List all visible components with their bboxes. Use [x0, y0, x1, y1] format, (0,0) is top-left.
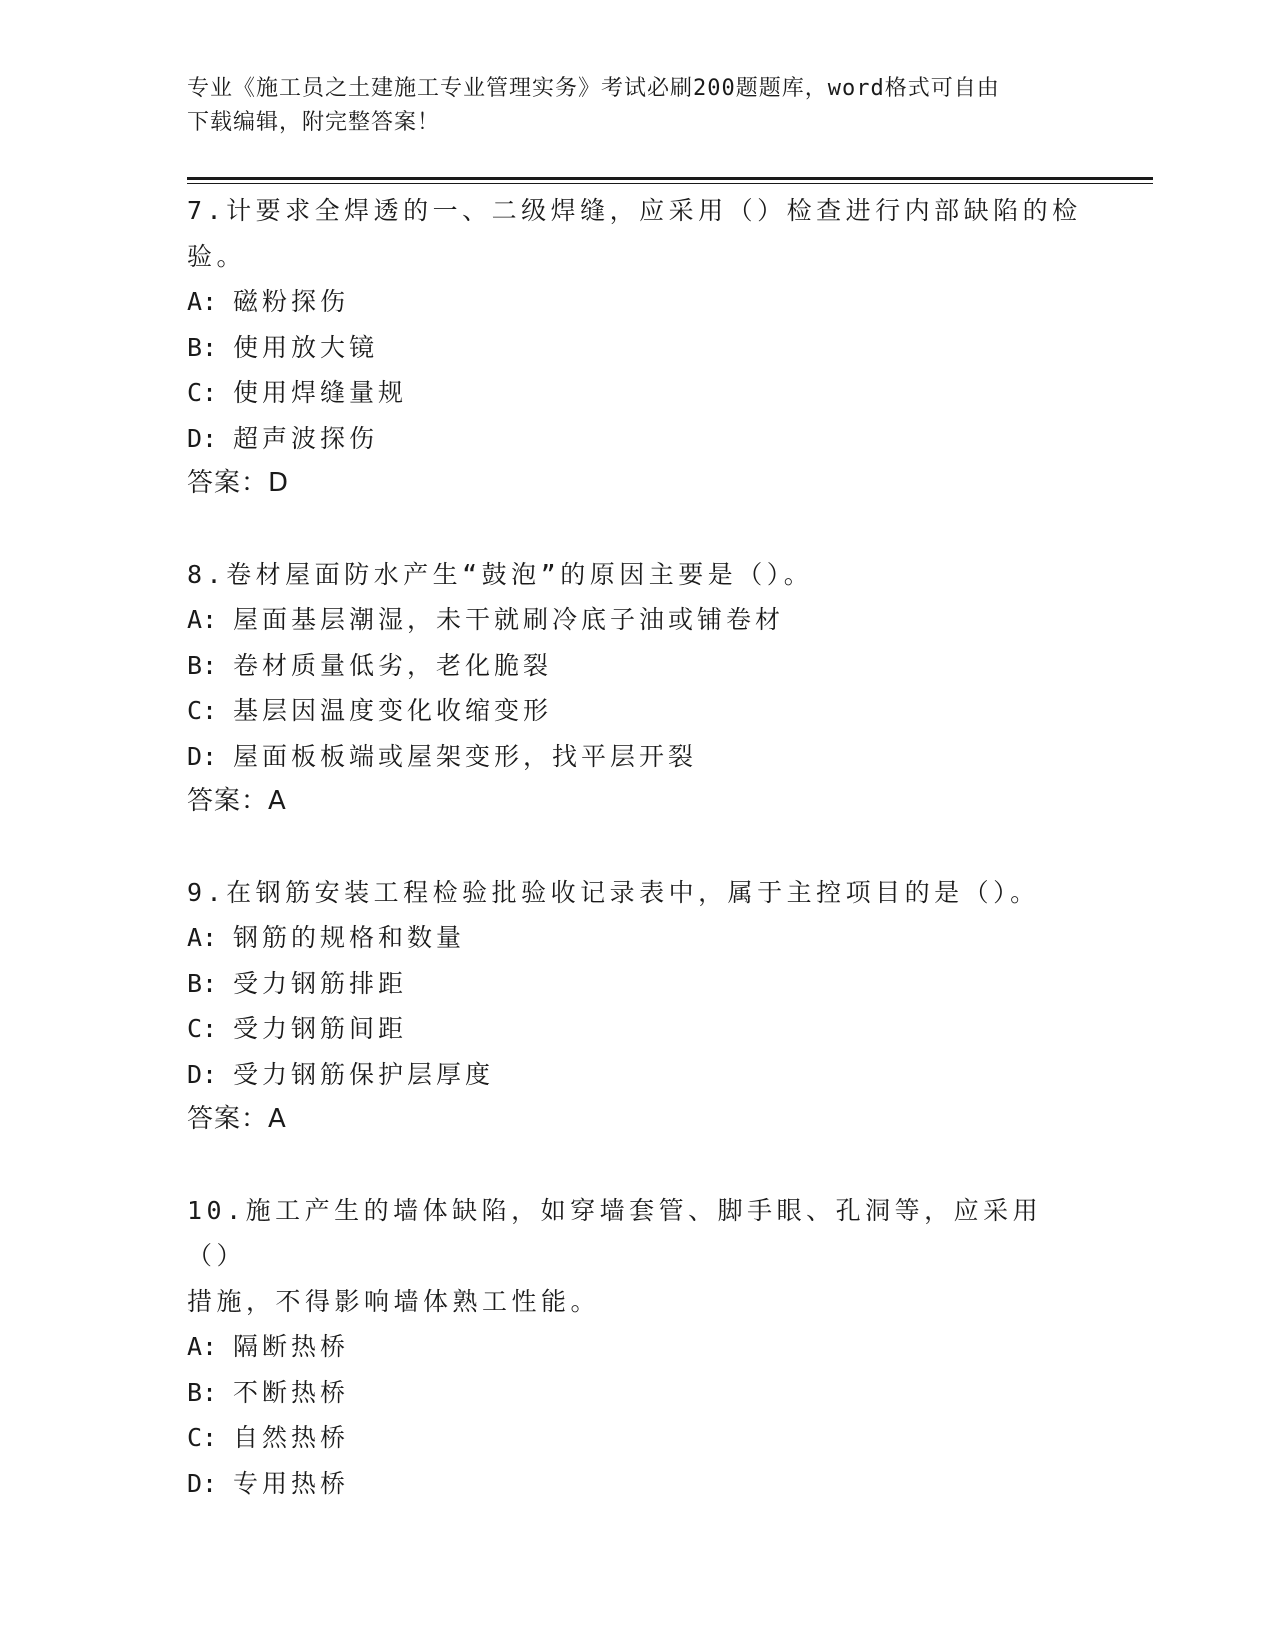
option-text: 屋面板板端或屋架变形，找平层开裂 — [233, 741, 698, 771]
option-text: 超声波探伤 — [233, 423, 379, 453]
option-key: A: — [187, 287, 218, 316]
option-text: 卷材质量低劣，老化脆裂 — [233, 650, 553, 680]
option-key: B: — [187, 1377, 218, 1407]
option-a — [187, 915, 1087, 961]
question-stem: 10.施工产生的墙体缺陷，如穿墙套管、脚手眼、孔洞等，应采用（） — [187, 1195, 1043, 1270]
option-text: 受力钢筋排距 — [233, 968, 408, 998]
option-b — [187, 1370, 1087, 1416]
option-text: 屋面基层潮湿，未干就刷冷底子油或铺卷材 — [233, 605, 785, 634]
option-c — [187, 1415, 1087, 1461]
question-stem: 7.计要求全焊透的一、二级焊缝，应采用（）检查进行内部缺陷的检 — [187, 196, 1082, 225]
header-divider-thin — [187, 183, 1153, 184]
option-a — [187, 1324, 1087, 1370]
option-a — [187, 597, 1087, 643]
option-text: 使用放大镜 — [233, 332, 379, 362]
option-text: 钢筋的规格和数量 — [233, 923, 466, 952]
option-text: 基层因温度变化收缩变形 — [233, 696, 553, 725]
option-key: A: — [187, 605, 218, 634]
option-text: 受力钢筋间距 — [233, 1014, 408, 1043]
option-key: C: — [187, 1423, 218, 1452]
answer: 答案：A — [187, 786, 287, 816]
option-key: A: — [187, 923, 218, 952]
header-line-1: 专业《施工员之土建施工专业管理实务》考试必刷200题题库，word格式可自由 — [187, 76, 1000, 101]
option-text: 使用焊缝量规 — [233, 378, 408, 407]
option-key: B: — [187, 650, 218, 680]
option-b — [187, 961, 1087, 1007]
question-stem: 9.在钢筋安装工程检验批验收记录表中，属于主控项目的是（）。 — [187, 877, 1040, 907]
question-7 — [187, 188, 1087, 552]
option-text: 隔断热桥 — [233, 1332, 350, 1361]
option-text: 自然热桥 — [233, 1423, 350, 1452]
question-stem-continued: 验。 — [187, 241, 247, 271]
option-key: D: — [187, 741, 218, 771]
option-key: C: — [187, 696, 218, 725]
option-key: D: — [187, 1468, 218, 1498]
header-line-2: 下载编辑，附完整答案！ — [187, 110, 441, 135]
option-text: 不断热桥 — [233, 1377, 350, 1407]
option-key: A: — [187, 1332, 218, 1361]
answer: 答案：A — [187, 1104, 287, 1134]
option-key: C: — [187, 378, 218, 407]
question-stem: 8.卷材屋面防水产生“鼓泡”的原因主要是（）。 — [187, 559, 814, 589]
option-text: 受力钢筋保护层厚度 — [233, 1059, 495, 1089]
header-divider-thick — [187, 177, 1153, 180]
question-list — [187, 188, 1087, 1506]
option-d — [187, 416, 1087, 462]
option-text: 专用热桥 — [233, 1468, 350, 1498]
option-key: D: — [187, 1059, 218, 1089]
question-9 — [187, 870, 1087, 1188]
option-key: B: — [187, 968, 218, 998]
document-header — [187, 72, 1067, 140]
option-b — [187, 325, 1087, 371]
option-c — [187, 688, 1087, 734]
option-key: B: — [187, 332, 218, 362]
option-c — [187, 370, 1087, 416]
question-10 — [187, 1188, 1087, 1507]
question-8 — [187, 552, 1087, 870]
option-c — [187, 1006, 1087, 1052]
option-text: 磁粉探伤 — [233, 287, 350, 316]
answer: 答案：D — [187, 468, 290, 498]
option-d — [187, 1461, 1087, 1507]
option-d — [187, 1052, 1087, 1098]
option-b — [187, 643, 1087, 689]
question-stem-continued: 措施，不得影响墙体熟工性能。 — [187, 1286, 601, 1316]
option-d — [187, 734, 1087, 780]
option-key: D: — [187, 423, 218, 453]
option-key: C: — [187, 1014, 218, 1043]
option-a — [187, 279, 1087, 325]
